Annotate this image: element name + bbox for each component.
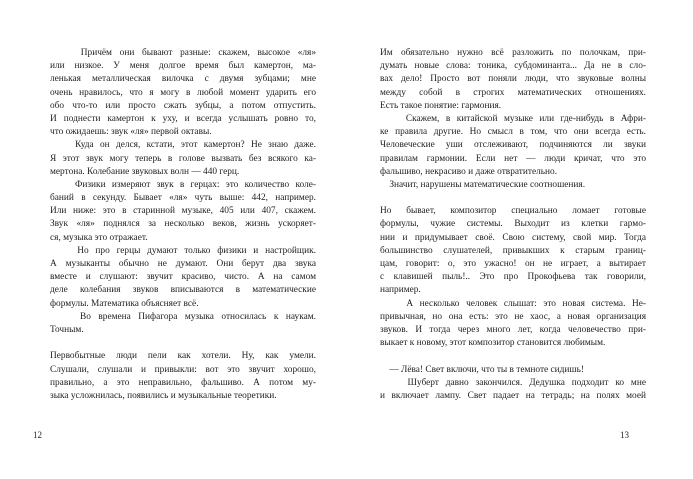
text-line: Физики измеряют звук в герцах: это количество коле- — [50, 179, 316, 190]
text-line: большинство слушателей, привыкших к старым границ- — [380, 245, 646, 256]
text-line: фальшиво, некрасиво и даже отвратительно. — [380, 166, 558, 177]
text-line: зыка усложнилась, появились и музыкальные теоретики. — [50, 390, 277, 401]
text-line — [380, 192, 646, 205]
right-page — [347, 0, 693, 479]
text-line: А музыканты обычно не думают. Они берут два звука — [50, 259, 316, 269]
left-page-text — [50, 47, 316, 403]
right-page-number: 13 — [620, 430, 629, 440]
text-line: Но бывает, композитор специально ломает готовые — [380, 206, 646, 217]
text-line: формулы, чужие системы. Выходит из клетки гармо- — [380, 219, 646, 230]
text-line: нии и придумывает своё. Свою систему, свой мир. Тогда — [380, 232, 646, 243]
text-line: Куда он делся, кстати, этот камертон? Не знаю даже. — [50, 140, 316, 151]
text-line: Шуберт давно закончился. Дедушка подходит ко мне — [380, 377, 646, 388]
text-line: Причём они бывают разные: скажем, высокое «ля» — [50, 48, 316, 58]
text-line: ся, музыка это отражает. — [50, 232, 148, 243]
text-line: Им обязательно нужно всё разложить по полочкам, при- — [380, 48, 646, 58]
text-line: Во времена Пифагора музыка относилась к наукам. — [50, 311, 316, 322]
text-line: Точным. — [50, 324, 84, 335]
text-line: и включает лампу. Свет падает на тетрадь; на полях моей — [380, 390, 646, 401]
text-line: между собой в строгих математических отношениях. — [380, 87, 646, 98]
text-line — [50, 337, 316, 350]
text-line: Первобытные люди пели как хотели. Ну, как умели. — [50, 351, 316, 362]
text-line: Скажем, в китайской музыке или где-нибудь в Афри- — [380, 113, 646, 124]
text-line: Звук «ля» поднялся за несколько веков, жизнь ускоряет- — [50, 219, 316, 230]
text-line: например. — [380, 285, 421, 296]
text-line: деле колебания звуков вписываются в математические — [50, 285, 316, 296]
text-line: или низкое. У меня долгое время был камертон, ма- — [50, 61, 316, 72]
text-line: ке правила другие. Но смысл в том, что они всегда есть. — [380, 127, 646, 138]
text-line: выкает к новому, этот композитор становится любимым. — [380, 338, 606, 349]
text-line: правильно, а это неправильно, фальшиво. А потом му- — [50, 377, 316, 388]
text-line: обо что-то или просто сжать зубцы, а потом отпустить. — [50, 100, 316, 111]
text-line: Есть такое понятие: гармония. — [380, 100, 502, 111]
text-line: Слушали, слушали и привыкли: вот это звучит хорошо, — [50, 364, 316, 375]
text-line: вместе и слушают: звучит красиво, чисто. А на самом — [50, 272, 316, 283]
text-line: формулы. Математика объясняет всё. — [50, 298, 199, 309]
text-line: думать новые слова: тоника, субдоминанта... Да не в сло- — [380, 61, 646, 72]
text-line: с клавишей пыль!.. Это про Прокофьева так говорили, — [380, 272, 646, 283]
text-line: А несколько человек слышат: это новая система. Не- — [380, 298, 646, 309]
text-line: что ожидаешь: звук «ля» первой октавы. — [50, 127, 212, 138]
text-line: И поднести камертон к уху, и всегда услышать ровно то, — [50, 113, 316, 124]
text-line: — Лёва! Свет включи, что ты в темноте сидишь! — [380, 364, 584, 375]
text-line: Человеческие уши отслеживают, подчиняются ли звуки — [380, 140, 646, 151]
text-line: вах дело! Просто вот поняли люди, что звуковые волны — [380, 74, 646, 85]
text-line: очень нравилось, что я могу в любой момент ударить его — [50, 87, 316, 98]
text-line: Я этот звук могу теперь в голове вызвать без всякого ка- — [50, 153, 316, 164]
left-page — [0, 0, 346, 479]
left-page-number: 12 — [33, 430, 42, 440]
text-line: Но про герцы думают только физики и настройщик. — [50, 245, 316, 256]
text-line: баний в секунду. Бывает «ля» чуть выше: 442, например. — [50, 193, 316, 204]
text-line: Или ниже: это в старинной музыке, 405 или 407, скажем. — [50, 206, 316, 217]
text-line: привычная, но она есть: это не хаос, а новая организация — [380, 311, 646, 322]
text-line: цам, говорит: о, это ужасно! он не играет, а вытирает — [380, 259, 646, 269]
text-line: правилам гармонии. Если нет — люди кричат, что это — [380, 153, 646, 164]
text-line — [380, 350, 646, 363]
text-line: ленькая металлическая вилочка с двумя зубцами; мне — [50, 74, 316, 85]
text-line: звуков. И тогда через много лет, когда человечество при- — [380, 324, 646, 335]
text-line: Значит, нарушены математические соотношения. — [380, 179, 586, 190]
text-line: мертона. Колебание звуковых волн — 440 герц. — [50, 166, 240, 177]
right-page-text — [380, 47, 646, 403]
